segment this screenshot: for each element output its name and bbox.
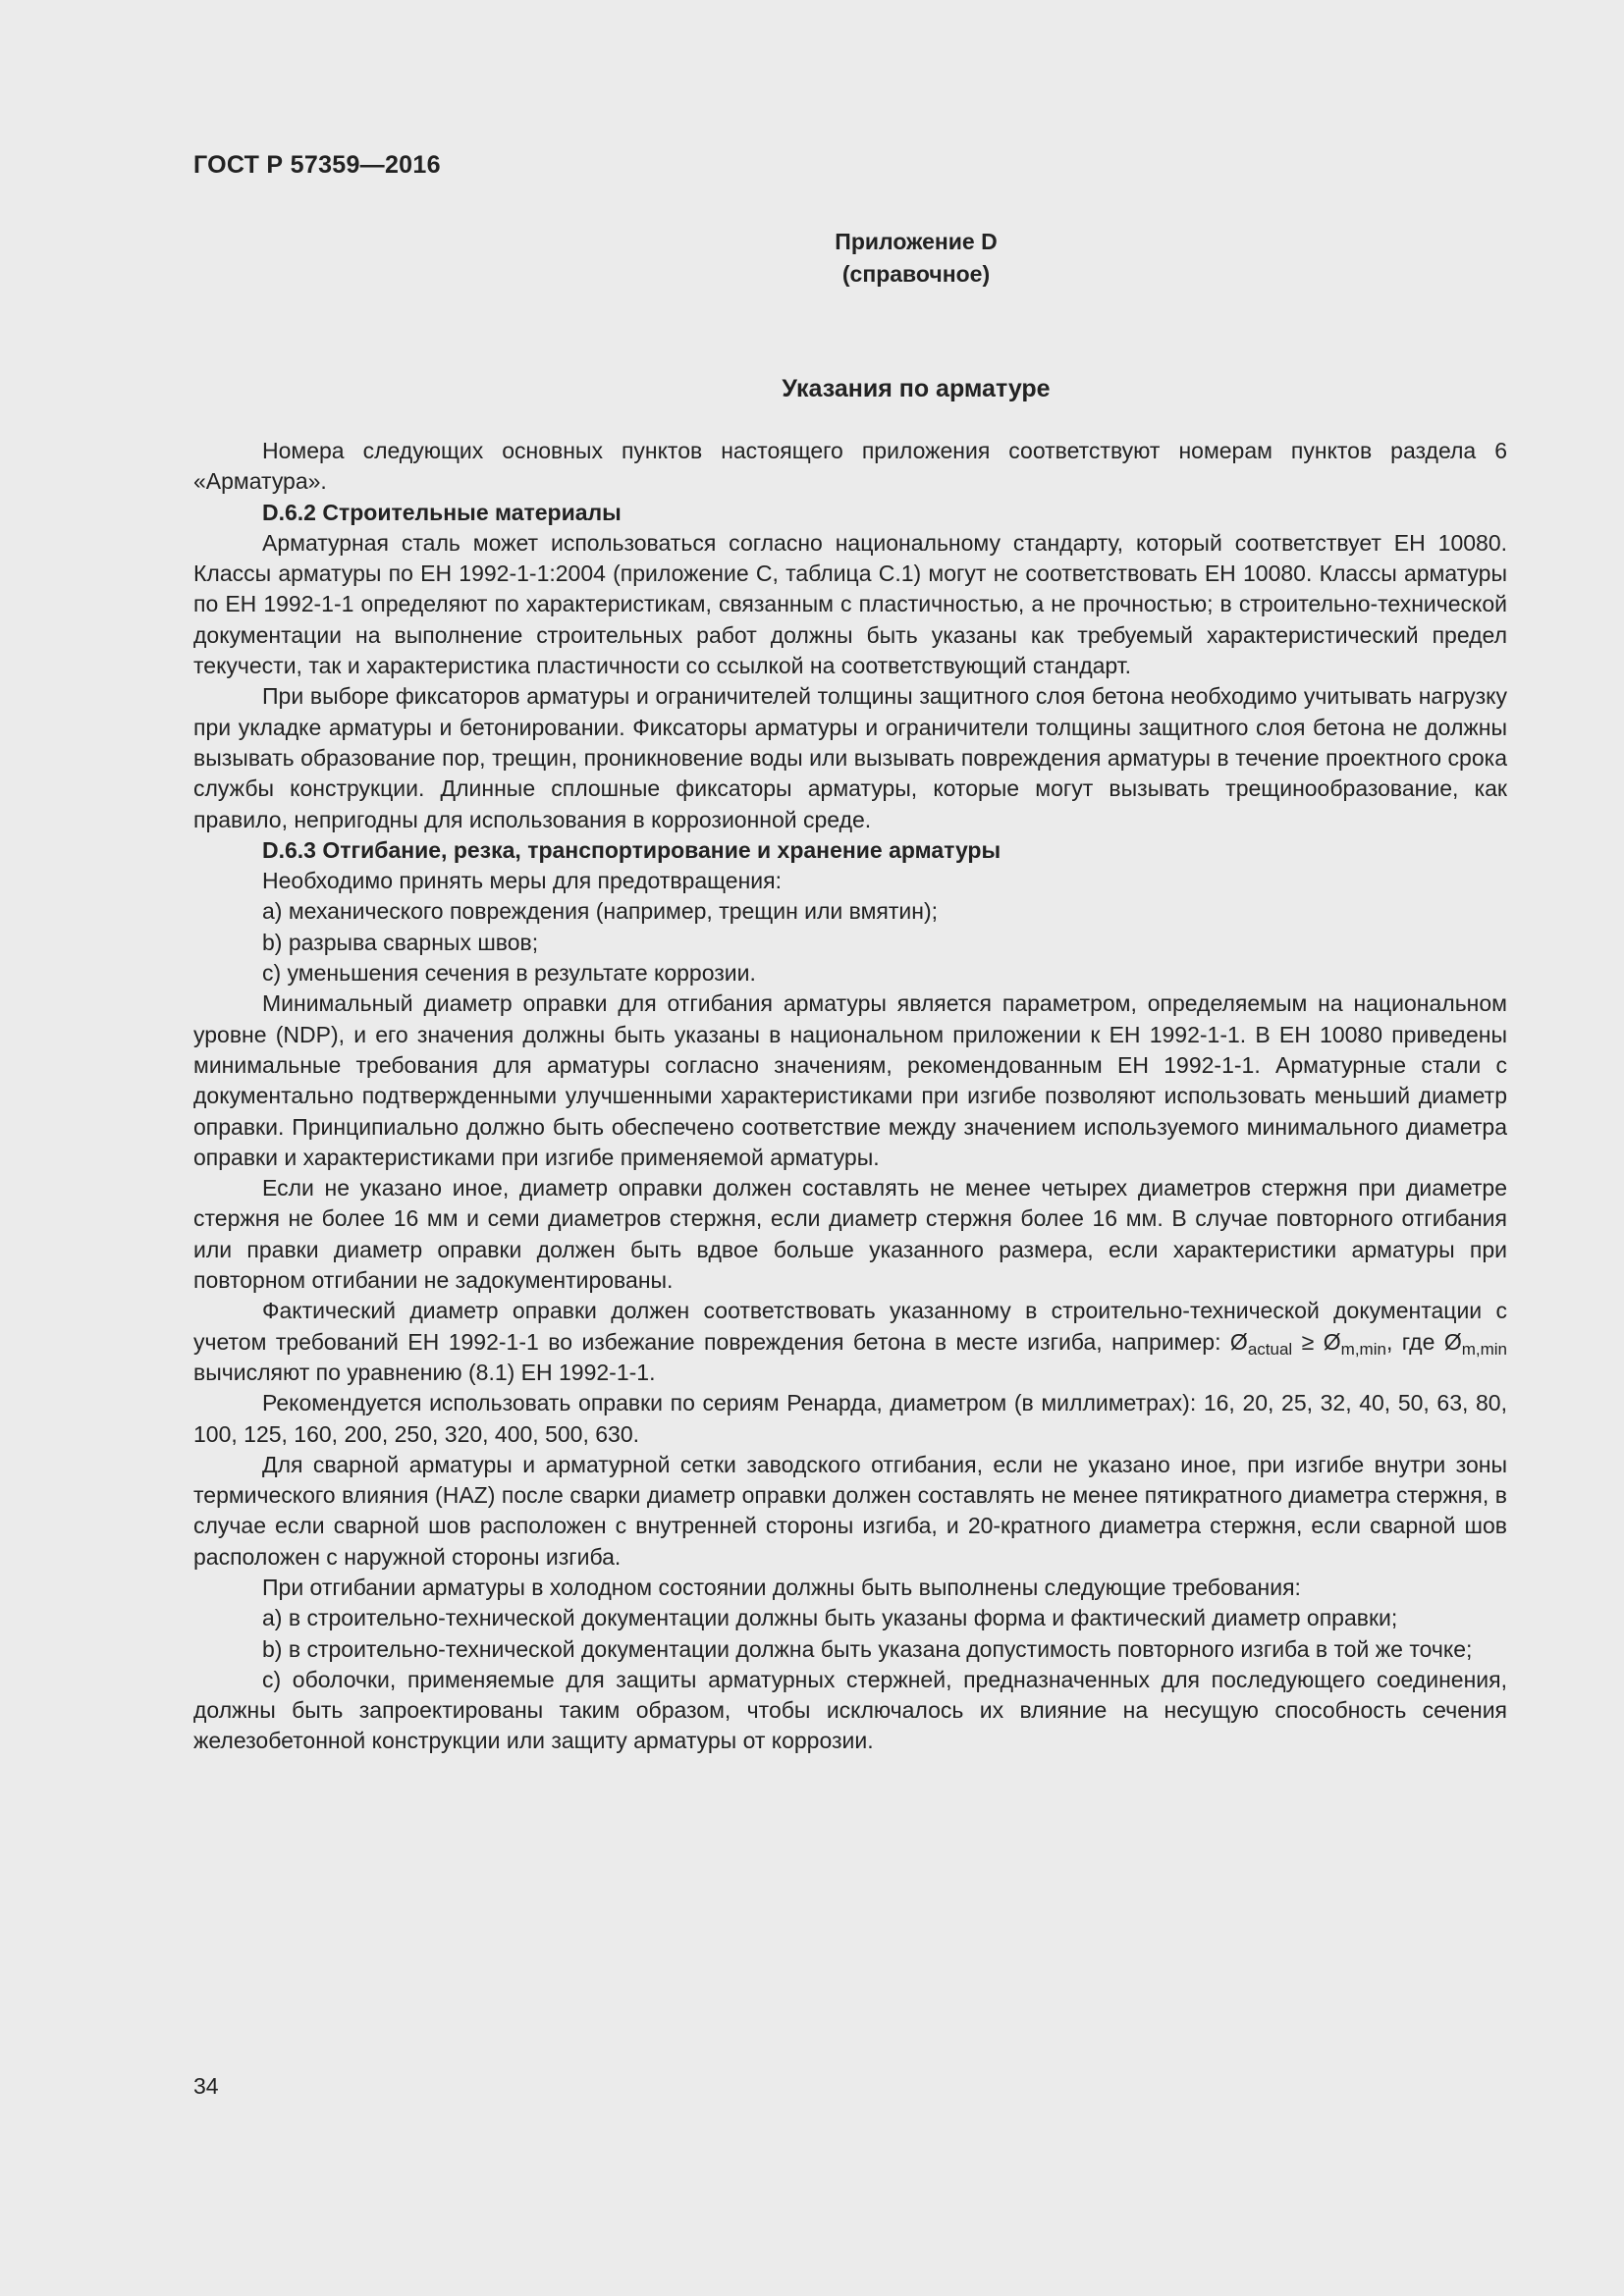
geq-symbol: ≥ Ø bbox=[1292, 1328, 1341, 1355]
list-item: c) уменьшения сечения в результате коррозии. bbox=[262, 960, 756, 987]
formula-text: вычисляют по уравнению (8.1) ЕН 1992-1-1. bbox=[193, 1359, 656, 1385]
paragraph: Минимальный диаметр оправки для отгибания арматуры является параметром, определяемым на национальном уровне (NDP), и его значения должны быть указаны в национальном приложении к ЕН 1992-1-1. В ЕН 10080 приведены минимальные требования для арматуры согласно значениям, рекомендованным ЕН 1992-1-1. Арматурные стали с документально подтвержденными улучшенными характеристиками при изгибе позволяют использовать меньший диаметр оправки. Принципиально должно быть обеспечено соответствие между значением используемого минимального диаметра оправки и характеристиками при изгибе применяемой арматуры. bbox=[193, 990, 1507, 1170]
appendix-heading bbox=[0, 226, 1624, 291]
formula-text: Фактический диаметр оправки должен соответствовать указанному в строительно-технической документации с учетом требований ЕН 1992-1-1 во избежание повреждения бетона в месте изгиба, например: Ø bbox=[193, 1298, 1507, 1355]
subsection-heading: D.6.3 Отгибание, резка, транспортирование и хранение арматуры bbox=[262, 836, 1001, 863]
page-number: 34 bbox=[193, 2073, 219, 2099]
paragraph: Рекомендуется использовать оправки по сериям Ренарда, диаметром (в миллиметрах): 16, 20, 25, 32, 40, 50, 63, 80, 100, 125, 160, 200, 250, 320, 400, 500, 630. bbox=[193, 1390, 1507, 1447]
list-item: b) разрыва сварных швов; bbox=[262, 929, 539, 955]
document-body bbox=[193, 436, 1507, 1757]
paragraph: При отгибании арматуры в холодном состоянии должны быть выполнены следующие требования: bbox=[262, 1574, 1301, 1600]
paragraph: Необходимо принять меры для предотвращения: bbox=[262, 868, 782, 894]
section-title-text: Указания по арматуре bbox=[782, 375, 1051, 402]
subscript-min: m,min bbox=[1461, 1339, 1507, 1359]
section-title bbox=[0, 375, 1624, 403]
paragraph: Для сварной арматуры и арматурной сетки заводского отгибания, если не указано иное, при изгибе внутри зоны термического влияния (HAZ) после сварки диаметр оправки должен составлять не менее пятикратного диаметра стержня, в случае если сварной шов расположен с внутренней стороны изгиба, и 20-кратного диаметра стержня, если сварной шов расположен с наружной стороны изгиба. bbox=[193, 1451, 1507, 1570]
list-item: a) в строительно-технической документации должны быть указаны форма и фактический диаметр оправки; bbox=[262, 1605, 1398, 1631]
paragraph: При выборе фиксаторов арматуры и ограничителей толщины защитного слоя бетона необходимо учитывать нагрузку при укладке арматуры и бетонировании. Фиксаторы арматуры и ограничители толщины защитного слоя бетона не должны вызывать образование пор, трещин, проникновение воды или вызывать повреждения арматуры в течение проектного срока службы конструкции. Длинные сплошные фиксаторы арматуры, которые могут вызывать трещинообразование, как правило, непригодны для использования в коррозионной среде. bbox=[193, 683, 1507, 832]
comma: , bbox=[1385, 1328, 1393, 1355]
formula-text: где Ø bbox=[1392, 1328, 1462, 1355]
appendix-label: Приложение D bbox=[835, 229, 998, 254]
subscript-min: m,min bbox=[1340, 1339, 1386, 1359]
paragraph: Номера следующих основных пунктов настоящего приложения соответствуют номерам пунктов раздела 6 «Арматура». bbox=[193, 438, 1507, 495]
standard-code: ГОСТ Р 57359—2016 bbox=[193, 151, 441, 179]
subsection-heading: D.6.2 Строительные материалы bbox=[262, 499, 622, 525]
appendix-type: (справочное) bbox=[841, 261, 991, 287]
paragraph: Если не указано иное, диаметр оправки должен составлять не менее четырех диаметров стержня при диаметре стержня не более 16 мм и семи диаметров стержня, если диаметр стержня более 16 мм. В случае повторного отгибания или правки диаметр оправки должен быть вдвое больше указанного размера, если характеристики арматуры при повторном отгибании не задокументированы. bbox=[193, 1175, 1507, 1294]
list-item: b) в строительно-технической документации должна быть указана допустимость повторного изгиба в той же точке; bbox=[262, 1635, 1473, 1662]
list-item: c) оболочки, применяемые для защиты арматурных стержней, предназначенных для последующего соединения, должны быть запроектированы таким образом, чтобы исключалось их влияние на несущую способность сечения железобетонной конструкции или защиту арматуры от коррозии. bbox=[193, 1666, 1507, 1754]
list-item: a) механического повреждения (например, трещин или вмятин); bbox=[262, 898, 939, 925]
formula-paragraph bbox=[193, 1296, 1507, 1388]
paragraph: Арматурная сталь может использоваться согласно национальному стандарту, который соответствует ЕН 10080. Классы арматуры по ЕН 1992-1-1:2004 (приложение С, таблица С.1) могут не соответствовать ЕН 10080. Классы арматуры по ЕН 1992-1-1 определяют по характеристикам, связанным с пластичностью, а не прочностью; в строительно-технической документации на выполнение строительных работ должны быть указаны как требуемый характеристический предел текучести, так и характеристика пластичности со ссылкой на соответствующий стандарт. bbox=[193, 529, 1507, 679]
subscript-actual: actual bbox=[1247, 1339, 1293, 1359]
